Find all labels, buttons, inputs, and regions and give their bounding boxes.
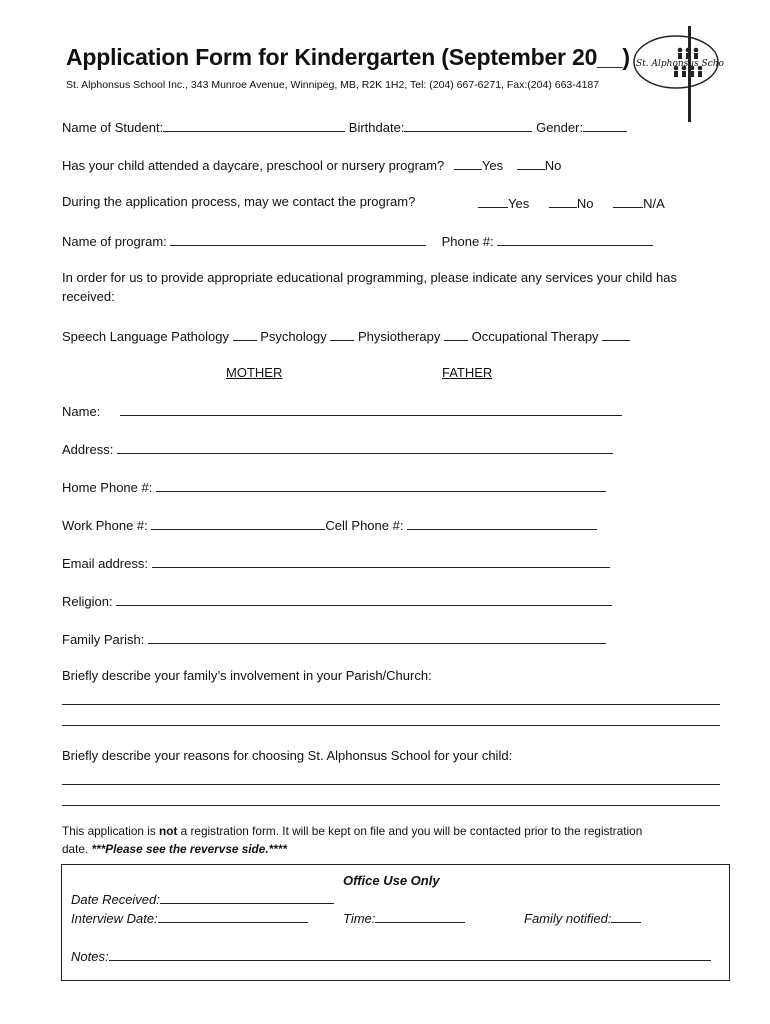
birthdate-label: Birthdate:: [348, 120, 405, 135]
gender-field[interactable]: [583, 118, 627, 132]
reasons-line-1[interactable]: [62, 784, 720, 785]
address-field[interactable]: [117, 440, 613, 454]
contact-question: During the application process, may we contact the program?: [62, 194, 416, 209]
date-received-row: [71, 891, 334, 907]
student-name-label: Name of Student:: [62, 120, 164, 135]
note-line-2: [62, 842, 287, 856]
service-psychology-field[interactable]: [330, 327, 354, 341]
notes-row: [71, 948, 711, 964]
services-intro-2: received:: [62, 289, 115, 304]
student-name-field[interactable]: [163, 118, 345, 132]
family-notified-field[interactable]: [611, 910, 641, 923]
contact-na-field[interactable]: [613, 194, 643, 208]
daycare-no-label: No: [544, 158, 562, 173]
email-label: Email address:: [62, 556, 148, 571]
time-field[interactable]: [375, 910, 465, 923]
services-row: [62, 327, 630, 344]
service-physio-field[interactable]: [444, 327, 468, 341]
daycare-row: [62, 156, 561, 173]
email-row: [62, 554, 610, 571]
interview-date-row: [71, 910, 308, 926]
program-phone-label: Phone #:: [441, 234, 494, 249]
service-speech-field[interactable]: [233, 327, 257, 341]
address-row: [62, 440, 613, 457]
service-psychology-label: Psychology: [260, 329, 327, 344]
home-phone-row: [62, 478, 606, 495]
cell-phone-label: Cell Phone #:: [325, 518, 404, 533]
involvement-line-1[interactable]: [62, 704, 720, 705]
involvement-question: Briefly describe your family’s involvement in your Parish/Church:: [62, 668, 432, 683]
program-phone-field[interactable]: [497, 232, 653, 246]
logo-text: St. Alphonsus School: [636, 59, 724, 69]
father-header: FATHER: [442, 365, 493, 380]
office-heading: Office Use Only: [343, 873, 440, 888]
program-row: [62, 232, 653, 249]
daycare-yes-field[interactable]: [454, 156, 482, 170]
service-speech-label: Speech Language Pathology: [62, 329, 229, 344]
office-use-box: [61, 864, 730, 981]
contact-yes-field[interactable]: [478, 194, 508, 208]
cell-phone-field[interactable]: [407, 516, 597, 530]
school-address: St. Alphonsus School Inc., 343 Munroe Avenue, Winnipeg, MB, R2K 1H2, Tel: (204) 667-6271, Fax:(204) 663-4187: [66, 79, 600, 91]
involvement-line-2[interactable]: [62, 725, 720, 726]
contact-no-field[interactable]: [549, 194, 577, 208]
contact-yes-label: Yes: [508, 196, 530, 211]
program-name-label: Name of program:: [62, 234, 167, 249]
address-label: Address:: [62, 442, 114, 457]
note-text-1: This application is: [62, 824, 160, 838]
service-ot-field[interactable]: [602, 327, 630, 341]
note-line-1: [62, 824, 642, 838]
parent-name-field[interactable]: [120, 402, 622, 416]
parent-name-label: Name:: [62, 404, 101, 419]
form-title: Application Form for Kindergarten (September 20__): [66, 44, 630, 70]
contact-options: [478, 194, 665, 211]
program-name-field[interactable]: [170, 232, 426, 246]
work-phone-row: [62, 516, 597, 533]
mother-header: MOTHER: [226, 365, 283, 380]
time-row: [343, 910, 465, 926]
note-text-2: a registration form. It will be kept on file and you will be contacted prior to the registration: [177, 824, 643, 838]
family-notified-label: Family notified:: [524, 911, 612, 926]
parish-field[interactable]: [148, 630, 606, 644]
notes-field[interactable]: [109, 948, 711, 961]
work-phone-field[interactable]: [151, 516, 325, 530]
gender-label: Gender:: [536, 120, 584, 135]
service-physio-label: Physiotherapy: [357, 329, 441, 344]
interview-date-field[interactable]: [158, 910, 308, 923]
note-reverse-side: ***Please see the revervse side.****: [91, 842, 287, 856]
work-phone-label: Work Phone #:: [62, 518, 148, 533]
time-label: Time:: [343, 911, 376, 926]
parish-label: Family Parish:: [62, 632, 145, 647]
home-phone-field[interactable]: [156, 478, 606, 492]
student-row: [62, 118, 627, 135]
parent-name-row: [62, 402, 622, 419]
reasons-line-2[interactable]: [62, 805, 720, 806]
note-text-3: date.: [62, 842, 92, 856]
date-received-label: Date Received:: [71, 892, 160, 907]
birthdate-field[interactable]: [404, 118, 532, 132]
note-bold-not: not: [159, 824, 178, 838]
religion-label: Religion:: [62, 594, 113, 609]
contact-no-label: No: [576, 196, 594, 211]
religion-field[interactable]: [116, 592, 612, 606]
religion-row: [62, 592, 612, 609]
interview-date-label: Interview Date:: [71, 911, 158, 926]
family-notified-row: [524, 910, 641, 926]
email-field[interactable]: [152, 554, 610, 568]
daycare-yes-label: Yes: [481, 158, 504, 173]
services-intro: In order for us to provide appropriate educational programming, please indicate any services your child has: [62, 270, 677, 285]
daycare-no-field[interactable]: [517, 156, 545, 170]
contact-na-label: N/A: [643, 196, 665, 211]
reasons-question: Briefly describe your reasons for choosing St. Alphonsus School for your child:: [62, 748, 513, 763]
school-logo: [628, 26, 724, 122]
home-phone-label: Home Phone #:: [62, 480, 153, 495]
service-ot-label: Occupational Therapy: [471, 329, 599, 344]
daycare-question: Has your child attended a daycare, preschool or nursery program?: [62, 158, 445, 173]
notes-label: Notes:: [71, 949, 109, 964]
parish-row: [62, 630, 606, 647]
date-received-field[interactable]: [160, 891, 334, 904]
contact-row: [62, 194, 415, 209]
